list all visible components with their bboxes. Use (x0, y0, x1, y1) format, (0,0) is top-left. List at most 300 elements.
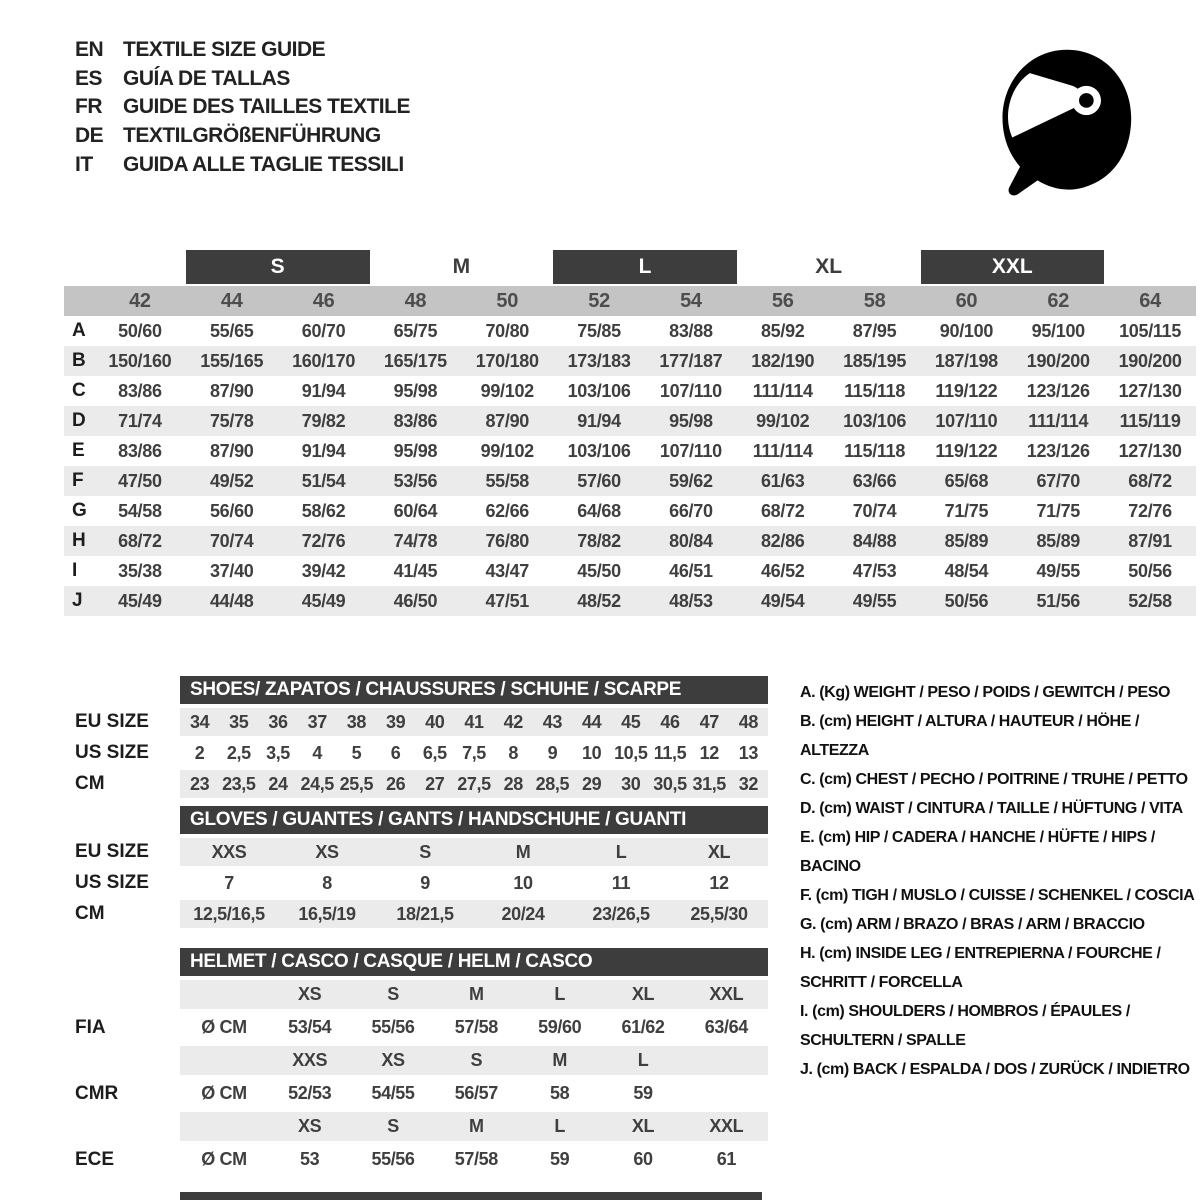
column-size-number: 46 (312, 289, 335, 312)
helmet-size-labels (180, 1046, 768, 1075)
size-group-row (64, 250, 1196, 284)
size-value: 7 (224, 872, 234, 893)
measure-value: 87/90 (209, 440, 254, 461)
measure-value: 111/114 (752, 440, 813, 461)
size-values (180, 900, 768, 928)
legend-item: I. (cm) SHOULDERS / HOMBROS / ÉPAULES / SCHULTERN / SPALLE (800, 1003, 1130, 1049)
row-label-spacer (75, 980, 180, 1009)
measure-value: 47/51 (485, 590, 530, 611)
measure-value: 50/56 (1128, 560, 1172, 581)
helmet-size-label: XL (631, 1116, 655, 1136)
measure-value: 58/62 (301, 500, 346, 521)
helmet-size-value (685, 1079, 768, 1108)
row-letter: H (72, 530, 86, 551)
measure-value: 49/52 (209, 470, 254, 491)
size-value: 24,5 (300, 773, 334, 794)
helmet-size-value: 61 (716, 1149, 736, 1169)
unit-label: Ø CM (201, 1017, 247, 1037)
language-code: DE (75, 124, 104, 148)
legend-item: H. (cm) INSIDE LEG / ENTREPIERNA / FOURCHE / SCHRITT / FORCELLA (800, 945, 1161, 991)
measure-value: 65/75 (393, 320, 438, 341)
size-value: 8 (322, 872, 332, 893)
numeric-size-header-row (64, 286, 1196, 316)
measure-value: 83/86 (118, 380, 162, 401)
helmet-size-value: 57/58 (454, 1149, 498, 1169)
size-value: 31,5 (692, 773, 726, 794)
size-value: 9 (547, 742, 558, 763)
helmet-size-value: 60 (633, 1149, 653, 1169)
unit-label: Ø CM (201, 1083, 247, 1103)
helmet-standard-row-CMR (75, 1079, 768, 1108)
measure-row-I (64, 556, 1196, 586)
gloves-table-title: GLOVES / GUANTES / GANTS / HANDSCHUHE / GUANTI (180, 806, 768, 834)
helmet-size-label: XXS (292, 1050, 328, 1070)
measure-value: 45/49 (118, 590, 162, 611)
measure-value: 46/51 (669, 560, 713, 581)
measure-value: 99/102 (480, 440, 534, 461)
legend-item: B. (cm) HEIGHT / ALTURA / HAUTEUR / HÖHE / ALTEZZA (800, 713, 1140, 759)
measure-value: 47/53 (852, 560, 897, 581)
size-value: 48 (738, 711, 759, 732)
size-value: 23/26,5 (592, 903, 650, 924)
racing-helmet-icon (983, 40, 1139, 196)
measure-row-E (64, 436, 1196, 466)
size-values (180, 708, 768, 736)
helmet-size-label: XS (298, 984, 322, 1004)
size-value: 26 (385, 773, 406, 794)
size-value: 32 (738, 773, 759, 794)
measure-value: 63/66 (852, 470, 897, 491)
size-value: 25,5/30 (690, 903, 748, 924)
helmet-table-title: HELMET / CASCO / CASQUE / HELM / CASCO (180, 948, 768, 976)
helmet-size-value: 55/56 (371, 1017, 415, 1037)
measure-value: 51/54 (301, 470, 346, 491)
column-size-number: 52 (588, 289, 610, 312)
size-row (75, 838, 768, 866)
unit-label: Ø CM (201, 1149, 247, 1169)
measure-value: 51/56 (1036, 590, 1081, 611)
size-value: 12 (709, 872, 729, 893)
size-value: 36 (268, 711, 288, 732)
size-value: 47 (699, 711, 719, 732)
helmet-size-labels-row (75, 1112, 768, 1141)
helmet-size-label (685, 1046, 768, 1075)
size-value: 30 (621, 773, 641, 794)
language-row (75, 36, 410, 65)
measure-value: 95/100 (1031, 320, 1085, 341)
measure-value: 56/60 (209, 500, 254, 521)
legend-item: A. (Kg) WEIGHT / PESO / POIDS / GEWITCH / PESO (800, 684, 1171, 701)
guide-title: GUIDE DES TAILLES TEXTILE (123, 95, 410, 119)
column-size-number: 48 (404, 289, 427, 312)
size-row (75, 869, 768, 897)
size-value: 4 (312, 742, 322, 763)
legend-item: C. (cm) CHEST / PECHO / POITRINE / TRUHE / PETTO (800, 771, 1188, 788)
size-value: 30,5 (653, 773, 687, 794)
measure-value: 170/180 (475, 350, 539, 371)
size-value: 6 (390, 742, 401, 763)
measure-value: 107/110 (935, 410, 998, 431)
helmet-values (180, 1013, 768, 1042)
measure-value: 60/70 (301, 320, 346, 341)
measure-value: 83/86 (118, 440, 162, 461)
measure-value: 72/76 (301, 530, 346, 551)
legend-item: G. (cm) ARM / BRAZO / BRAS / ARM / BRACCIO (800, 916, 1145, 933)
size-value: 28,5 (535, 773, 570, 794)
helmet-size-value: 59/60 (538, 1017, 582, 1037)
size-value: 40 (425, 711, 445, 732)
measure-row-A (64, 316, 1196, 346)
helmet-size-labels (180, 1112, 768, 1141)
helmet-standard-row-FIA (75, 1013, 768, 1042)
size-group-m: M (452, 255, 471, 278)
measure-value: 48/54 (944, 560, 989, 581)
helmet-size-label: L (554, 1116, 565, 1136)
gloves-size-table (75, 806, 768, 928)
language-code: EN (75, 38, 104, 62)
measure-value: 187/198 (934, 350, 998, 371)
size-group-l: L (553, 250, 737, 284)
helmet-size-value: 59 (633, 1083, 653, 1103)
helmet-size-label: S (387, 984, 399, 1004)
size-value: 18/21,5 (396, 903, 454, 924)
measure-value: 75/85 (577, 320, 621, 341)
cropped-header-bar (180, 1192, 762, 1200)
helmet-size-labels (180, 980, 768, 1009)
measure-value: 190/200 (1118, 350, 1182, 371)
helmet-rows (75, 980, 768, 1174)
size-value: 6,5 (422, 742, 447, 763)
language-code: IT (75, 152, 93, 176)
size-row (75, 739, 768, 767)
row-letter: B (72, 350, 86, 371)
size-value: 3,5 (266, 742, 290, 763)
helmet-size-value: 63/64 (704, 1017, 748, 1037)
measure-value: 127/130 (1118, 440, 1182, 461)
language-code: FR (75, 95, 102, 119)
measure-value: 45/50 (577, 560, 621, 581)
measure-value: 48/53 (669, 590, 713, 611)
measure-value: 91/94 (577, 410, 621, 431)
helmet-size-labels-row (75, 1046, 768, 1075)
measure-value: 78/82 (577, 530, 621, 551)
column-size-number: 50 (496, 289, 519, 312)
helmet-size-label: M (469, 984, 484, 1004)
helmet-size-value: 55/56 (371, 1149, 415, 1169)
measure-value: 84/88 (852, 530, 897, 551)
shoes-table-title: SHOES/ ZAPATOS / CHAUSSURES / SCHUHE / SCARPE (180, 676, 768, 704)
measure-value: 90/100 (939, 320, 994, 341)
corner-spacer (64, 286, 94, 316)
size-value: 34 (189, 711, 210, 732)
measure-value: 185/195 (843, 350, 907, 371)
helmet-size-label: S (387, 1116, 399, 1136)
measure-value: 103/106 (843, 410, 907, 431)
guide-title: TEXTILE SIZE GUIDE (123, 38, 326, 62)
row-label-spacer (75, 1046, 180, 1075)
size-value: 41 (464, 711, 484, 732)
size-value: 9 (420, 872, 430, 893)
size-values (180, 739, 768, 767)
helmet-size-label: L (637, 1050, 649, 1070)
helmet-size-label: XS (381, 1050, 405, 1070)
row-letter: J (72, 590, 83, 611)
measure-value: 119/122 (935, 380, 998, 401)
legend-item: F. (cm) TIGH / MUSLO / CUISSE / SCHENKEL / COSCIA (800, 887, 1195, 904)
measure-value: 76/80 (485, 530, 530, 551)
measure-row-J (64, 586, 1196, 616)
measure-value: 46/50 (393, 590, 438, 611)
language-code: ES (75, 66, 103, 90)
guide-title: TEXTILGRÖßENFÜHRUNG (123, 124, 381, 148)
size-value: 45 (621, 711, 641, 732)
measure-value: 115/118 (844, 380, 906, 401)
measure-value: 87/90 (485, 410, 530, 431)
measure-value: 99/102 (480, 380, 534, 401)
size-value: XL (707, 841, 731, 862)
size-value: 39 (385, 711, 406, 732)
size-value: M (515, 841, 531, 862)
measure-value: 119/122 (935, 440, 998, 461)
measure-value: 107/110 (659, 440, 722, 461)
measure-value: 55/65 (209, 320, 254, 341)
measure-value: 70/80 (485, 320, 530, 341)
language-row (75, 93, 410, 122)
measure-value: 48/52 (577, 590, 621, 611)
measure-value: 60/64 (393, 500, 438, 521)
measure-value: 71/75 (1036, 500, 1081, 521)
measure-value: 87/91 (1128, 530, 1172, 551)
helmet-size-label: XXL (709, 1116, 744, 1136)
legend-item: D. (cm) WAIST / CINTURA / TAILLE / HÜFTUNG / VITA (800, 800, 1183, 817)
size-value: 11 (611, 872, 631, 893)
row-letter: D (72, 410, 86, 431)
column-size-number: 54 (680, 289, 702, 312)
size-value: 43 (542, 711, 563, 732)
measure-value: 72/76 (1128, 500, 1172, 521)
size-value: 2 (194, 742, 205, 763)
measure-value: 173/183 (567, 350, 631, 371)
measure-value: 47/50 (118, 470, 162, 491)
language-title-list (75, 36, 410, 179)
helmet-size-value: 52/53 (288, 1083, 332, 1103)
language-row (75, 122, 410, 151)
size-value: 23,5 (222, 773, 256, 794)
helmet-size-value: 54/55 (371, 1083, 415, 1103)
measure-value: 68/72 (760, 500, 805, 521)
measure-row-C (64, 376, 1196, 406)
measure-value: 62/66 (485, 500, 530, 521)
helmet-size-table (75, 948, 768, 1174)
row-letter: A (72, 320, 86, 341)
row-letter: I (72, 560, 78, 581)
row-label-spacer (75, 1112, 180, 1141)
helmet-size-label: L (554, 984, 565, 1004)
row-letter: C (72, 380, 86, 401)
column-size-number: 60 (955, 289, 978, 312)
measure-value: 41/45 (393, 560, 438, 581)
measure-value: 165/175 (383, 350, 447, 371)
standard-label: FIA (75, 1016, 106, 1038)
measure-value: 85/92 (760, 320, 805, 341)
measure-value: 87/90 (209, 380, 254, 401)
measure-value: 155/165 (200, 350, 264, 371)
size-value: 25,5 (339, 773, 374, 794)
measure-value: 91/94 (301, 440, 346, 461)
measure-value: 71/74 (118, 410, 162, 431)
measure-value: 50/56 (944, 590, 989, 611)
size-value: 24 (268, 773, 288, 794)
standard-label: CMR (75, 1082, 119, 1104)
size-value: XXS (211, 841, 247, 862)
measure-row-B (64, 346, 1196, 376)
size-value: 46 (660, 711, 680, 732)
size-values (180, 869, 768, 897)
measure-value: 123/126 (1026, 380, 1090, 401)
helmet-size-value: 56/57 (454, 1083, 498, 1103)
size-value: 23 (189, 773, 210, 794)
column-size-number: 62 (1047, 289, 1070, 312)
size-group-xxl: XXL (921, 250, 1105, 284)
measure-value: 99/102 (756, 410, 810, 431)
measure-value: 107/110 (659, 380, 722, 401)
measure-value: 66/70 (669, 500, 713, 521)
size-value: 29 (581, 773, 602, 794)
measure-row-G (64, 496, 1196, 526)
measure-value: 91/94 (301, 380, 346, 401)
measure-row-D (64, 406, 1196, 436)
size-value: 10,5 (614, 742, 648, 763)
measure-value: 182/190 (751, 350, 815, 371)
size-value: 2,5 (226, 742, 251, 763)
measure-value: 95/98 (393, 440, 438, 461)
standard-label: ECE (75, 1148, 115, 1170)
row-label: CM (75, 903, 105, 924)
size-group-s: S (186, 250, 370, 284)
column-size-number: 58 (863, 289, 886, 312)
measure-value: 87/95 (852, 320, 897, 341)
row-label: EU SIZE (75, 841, 149, 862)
size-value: 27,5 (457, 773, 491, 794)
row-letter: F (72, 470, 84, 491)
helmet-values (180, 1079, 768, 1108)
measure-value: 52/58 (1128, 590, 1172, 611)
measure-value: 46/52 (760, 560, 805, 581)
measure-value: 45/49 (301, 590, 346, 611)
helmet-size-value: 57/58 (454, 1017, 498, 1037)
measurement-rows (64, 316, 1196, 616)
measure-value: 71/75 (944, 500, 989, 521)
helmet-size-label: M (469, 1116, 484, 1136)
textile-size-table (64, 250, 1196, 616)
measure-value: 85/89 (944, 530, 989, 551)
size-value: 38 (346, 711, 367, 732)
size-value: 5 (351, 742, 362, 763)
measure-value: 103/106 (567, 440, 631, 461)
measure-value: 83/86 (393, 410, 438, 431)
measure-value: 70/74 (852, 500, 897, 521)
size-group-xl: XL (815, 255, 843, 278)
measure-value: 50/60 (118, 320, 162, 341)
measure-value: 43/47 (485, 560, 530, 581)
measure-value: 44/48 (209, 590, 254, 611)
measure-value: 95/98 (669, 410, 713, 431)
measure-value: 115/119 (1119, 410, 1181, 431)
measure-value: 35/38 (118, 560, 162, 581)
size-values (180, 838, 768, 866)
helmet-size-label: XL (631, 984, 655, 1004)
measure-row-H (64, 526, 1196, 556)
size-row (75, 708, 768, 736)
row-letter: G (72, 500, 87, 521)
helmet-size-label: XS (298, 1116, 322, 1136)
size-value: 8 (508, 742, 518, 763)
size-value: 10 (581, 742, 602, 763)
row-label: US SIZE (75, 872, 149, 893)
guide-title: GUÍA DE TALLAS (123, 66, 290, 90)
measure-value: 80/84 (669, 530, 713, 551)
measure-value: 85/89 (1036, 530, 1081, 551)
row-label: US SIZE (75, 742, 149, 763)
size-value: 27 (425, 773, 445, 794)
size-value: 28 (503, 773, 523, 794)
column-size-number: 56 (771, 289, 794, 312)
column-size-number: 44 (220, 289, 243, 312)
helmet-size-value: 61/62 (621, 1017, 665, 1037)
measure-row-F (64, 466, 1196, 496)
guide-title: GUIDA ALLE TAGLIE TESSILI (123, 152, 404, 176)
measure-value: 75/78 (209, 410, 254, 431)
measure-value: 115/118 (844, 440, 906, 461)
size-value: 16,5/19 (298, 903, 356, 924)
measure-value: 74/78 (393, 530, 438, 551)
size-value: XS (315, 841, 339, 862)
helmet-size-value: 58 (550, 1083, 570, 1103)
size-value: L (615, 841, 627, 862)
size-value: 12 (699, 742, 719, 763)
row-label: CM (75, 773, 105, 794)
size-value: 12,5/16,5 (193, 903, 265, 924)
language-row (75, 150, 410, 179)
measure-value: 61/63 (760, 470, 805, 491)
column-size-number: 64 (1139, 289, 1161, 312)
helmet-size-label: XXL (709, 984, 744, 1004)
size-row (75, 770, 768, 798)
language-row (75, 65, 410, 94)
helmet-values (180, 1145, 768, 1174)
size-values (180, 770, 768, 798)
measure-value: 79/82 (301, 410, 346, 431)
measure-value: 160/170 (292, 350, 356, 371)
size-value: 20/24 (501, 903, 545, 924)
legend-item: J. (cm) BACK / ESPALDA / DOS / ZURÜCK / INDIETRO (800, 1061, 1190, 1078)
measure-value: 190/200 (1026, 350, 1090, 371)
size-value: S (419, 841, 431, 862)
measure-value: 53/56 (393, 470, 438, 491)
size-value: 11,5 (653, 742, 687, 763)
measure-value: 54/58 (118, 500, 162, 521)
column-size-number: 42 (129, 289, 151, 312)
gloves-rows (75, 838, 768, 928)
measure-value: 64/68 (577, 500, 621, 521)
row-letter: E (72, 440, 85, 461)
measurement-legend (800, 678, 1200, 1084)
helmet-size-value: 53/54 (288, 1017, 332, 1037)
measure-value: 49/55 (852, 590, 897, 611)
measure-value: 83/88 (669, 320, 713, 341)
size-row (75, 900, 768, 928)
shoes-size-table (75, 676, 768, 798)
